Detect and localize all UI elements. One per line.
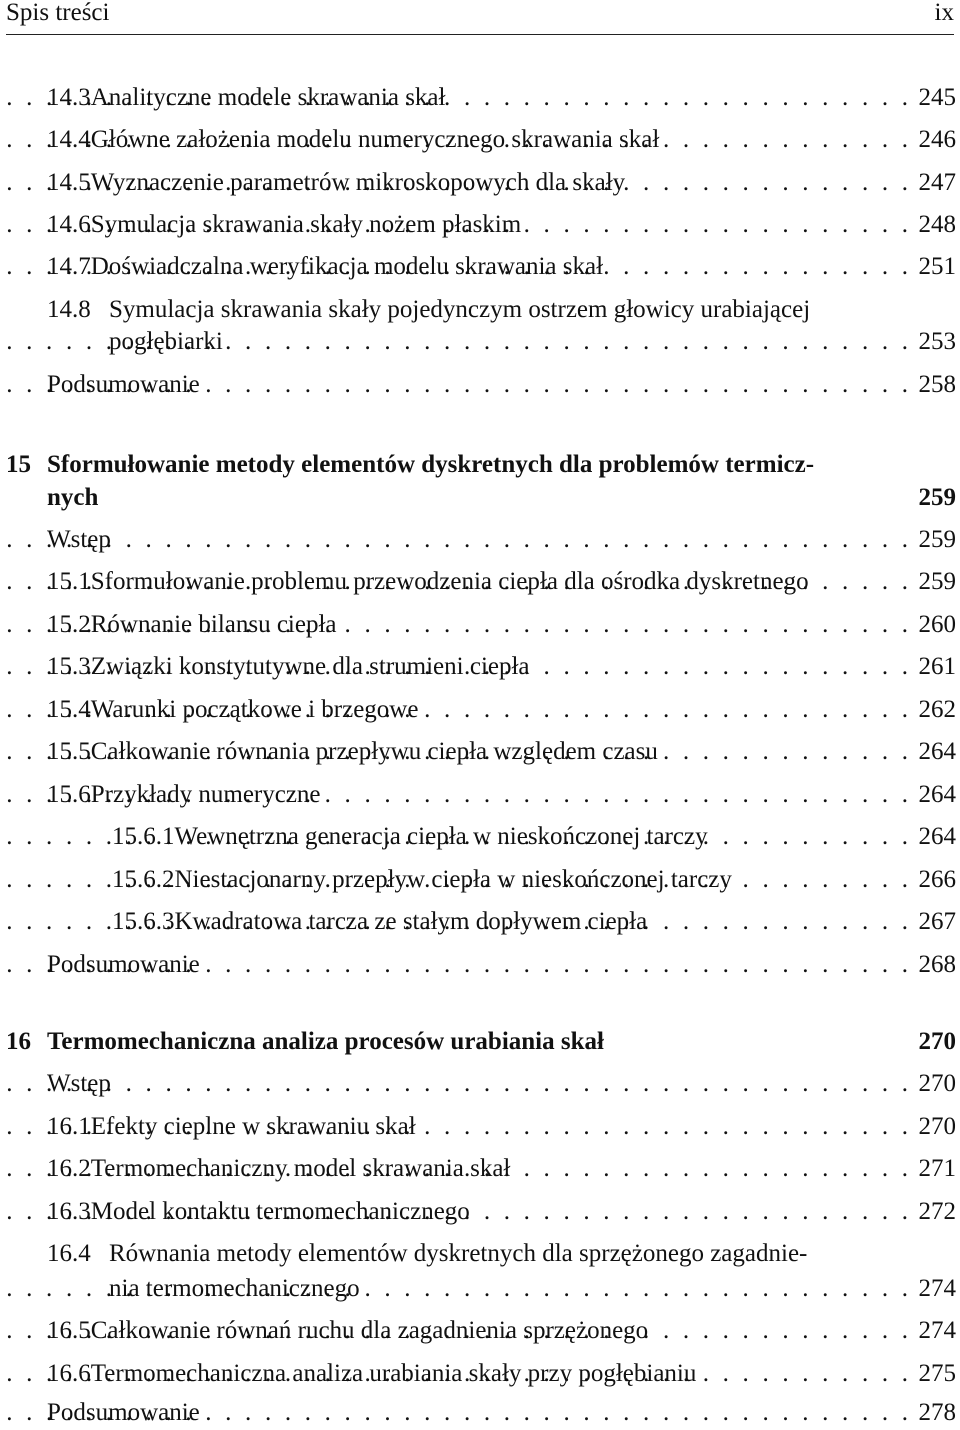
toc-entry-14-7[interactable] [47,250,956,284]
chapter-title-line1: Sformułowanie metody elementów dyskretnych dla problemów termicz- [47,451,815,478]
toc-entry-summary-16[interactable] [47,1396,956,1425]
dot-leader [666,735,908,769]
dot-leader [656,1314,908,1348]
section-number: 15.6 [47,781,91,808]
section-number: 15.2 [47,611,91,638]
toc-entry-14-8[interactable] [47,293,956,327]
subsection-page: 267 [918,908,956,935]
section-title: Całkowanie równania przepływu ciepła względem czasu [90,738,658,765]
chapter-page: 259 [918,484,956,511]
section-title: Przykłady numeryczne [90,781,321,808]
section-page: 259 [918,568,956,595]
dot-leader [208,948,908,982]
toc-entry-16-6[interactable] [47,1357,956,1391]
dot-leader [426,693,908,727]
section-title: Wyznaczenie parametrów mikroskopowych dla skały [90,169,626,196]
toc-entry-14-3[interactable] [47,81,956,115]
subsection-title: Kwadratowa tarcza ze stałym dopływem ciepła [174,908,648,935]
section-title: Wstęp [47,526,111,553]
dot-leader [345,608,908,642]
section-number: 16.3 [47,1198,91,1225]
section-page: 251 [918,253,956,280]
section-title: Analityczne modele skrawania skał [90,84,446,111]
section-title-line2: pogłębiarki [109,328,223,355]
section-page: 248 [918,211,956,238]
dot-leader [704,1357,908,1391]
section-title: Model kontaktu termomechanicznego [90,1198,470,1225]
section-page: 260 [918,611,956,638]
section-number: 15.5 [47,738,91,765]
section-page: 247 [918,169,956,196]
subsection-title: Wewnętrzna generacja ciepła w nieskończonej tarczy [174,823,708,850]
dot-leader [208,1396,908,1430]
toc-entry-summary-15[interactable] [47,948,956,982]
toc-chapter-15[interactable] [6,448,956,482]
page-number: ix [934,0,954,26]
toc-entry-16-5[interactable] [47,1314,956,1348]
toc-entry-16-4[interactable] [47,1237,956,1271]
toc-entry-14-4[interactable] [47,123,956,157]
section-page: 246 [918,126,956,153]
section-title: Warunki początkowe i brzegowe [90,696,419,723]
section-page: 264 [918,781,956,808]
section-title: Całkowanie równań ruchu dla zagadnienia sprzężonego [90,1317,649,1344]
header-rule [6,34,954,35]
section-number: 14.5 [47,169,91,196]
section-title: Symulacja skrawania skały nożem płaskim [90,211,522,238]
section-number: 14.4 [47,126,91,153]
toc-entry-intro-15[interactable] [47,523,956,557]
section-title-line2: nia termomechanicznego [109,1275,360,1302]
section-number: 14.3 [47,84,91,111]
section-title-line1: Równania metody elementów dyskretnych dla sprzężonego zagadnie- [109,1240,808,1267]
section-page: 258 [918,371,956,398]
dot-leader [368,1272,908,1306]
dot-leader [424,1110,908,1144]
section-number: 14.6 [47,211,91,238]
dot-leader [667,123,908,157]
subsection-number: 15.6.1 [112,823,175,850]
toc-entry-16-2[interactable] [47,1152,956,1186]
section-number: 16.1 [47,1113,91,1140]
section-page: 274 [918,1317,956,1344]
running-header [0,0,960,36]
section-page: 245 [918,84,956,111]
dot-leader [740,863,908,897]
chapter-number: 15 [6,451,31,478]
dot-leader [716,820,908,854]
section-page: 274 [918,1275,956,1302]
section-number: 16.4 [47,1240,91,1267]
section-title: Podsumowanie [47,1399,200,1426]
subsection-page: 264 [918,823,956,850]
dot-leader [478,1195,908,1229]
dot-leader [817,565,908,599]
subsection-title: Niestacjonarny przepływ ciepła w nieskończonej tarczy [174,866,732,893]
toc-entry-intro-16[interactable] [47,1067,956,1101]
section-title: Równanie bilansu ciepła [90,611,337,638]
section-number: 15.4 [47,696,91,723]
section-page: 270 [918,1070,956,1097]
section-title: Efekty cieplne w skrawaniu skał [90,1113,416,1140]
section-title: Termomechaniczny model skrawania skał [90,1155,511,1182]
toc-entry-16-3[interactable] [47,1195,956,1229]
section-page: 275 [918,1360,956,1387]
section-title: Doświadczalna weryfikacja modelu skrawania skał [90,253,604,280]
subsection-page: 266 [918,866,956,893]
section-page: 261 [918,653,956,680]
section-title: Podsumowanie [47,371,200,398]
section-number: 16.6 [47,1360,91,1387]
dot-leader [231,325,908,359]
section-number: 16.2 [47,1155,91,1182]
toc-entry-14-5[interactable] [47,166,956,200]
toc-entry-15-3[interactable] [47,650,956,684]
toc-entry-15-5[interactable] [47,735,956,769]
section-title: Podsumowanie [47,951,200,978]
dot-leader [518,1152,908,1186]
toc-entry-15-6-2[interactable] [112,863,956,897]
section-page: 259 [918,526,956,553]
section-page: 262 [918,696,956,723]
section-page: 253 [918,328,956,355]
section-title-line1: Symulacja skrawania skały pojedynczym ostrzem głowicy urabiającej [109,296,811,323]
dot-leader [538,650,908,684]
section-title: Sformułowanie problemu przewodzenia ciepła dla ośrodka dyskretnego [90,568,809,595]
toc-chapter-15-cont[interactable] [6,481,956,515]
section-title: Główne założenia modelu numerycznego skrawania skał [90,126,660,153]
subsection-number: 15.6.3 [112,908,175,935]
chapter-page: 270 [918,1028,956,1055]
toc-entry-summary-14[interactable] [47,368,956,402]
running-header-title: Spis treści [6,0,110,26]
dot-leader [529,208,908,242]
toc-entry-16-4-cont[interactable] [109,1272,956,1306]
toc-entry-14-8-cont[interactable] [109,325,956,359]
section-page: 264 [918,738,956,765]
chapter-number: 16 [6,1028,31,1055]
chapter-title: Termomechaniczna analiza procesów urabiania skał [47,1028,604,1055]
dot-leader [119,1067,908,1101]
section-title: Wstęp [47,1070,111,1097]
section-page: 268 [918,951,956,978]
section-title: Termomechaniczna analiza urabiania skały przy pogłębianiu [90,1360,697,1387]
toc-chapter-16[interactable] [6,1025,956,1059]
chapter-title-line2: nych [47,484,99,511]
section-page: 271 [918,1155,956,1182]
section-page: 270 [918,1113,956,1140]
toc-entry-15-6[interactable] [47,778,956,812]
dot-leader [208,368,908,402]
dot-leader [119,523,908,557]
section-title: Związki konstytutywne dla strumieni ciepła [90,653,530,680]
section-number: 15.1 [47,568,91,595]
toc-entry-14-6[interactable] [47,208,956,242]
section-number: 14.8 [47,296,91,323]
toc-entry-15-6-1[interactable] [112,820,956,854]
dot-leader [329,778,908,812]
section-number: 15.3 [47,653,91,680]
section-number: 16.5 [47,1317,91,1344]
toc-entry-15-4[interactable] [47,693,956,727]
toc-entry-15-6-3[interactable] [112,905,956,939]
dot-leader [633,166,908,200]
toc-entry-15-1[interactable] [47,565,956,599]
section-number: 14.7 [47,253,91,280]
dot-leader [453,81,908,115]
toc-entry-16-1[interactable] [47,1110,956,1144]
subsection-number: 15.6.2 [112,866,175,893]
section-page: 272 [918,1198,956,1225]
toc-entry-15-2[interactable] [47,608,956,642]
dot-leader [655,905,908,939]
dot-leader [611,250,908,284]
section-page: 278 [918,1399,956,1426]
